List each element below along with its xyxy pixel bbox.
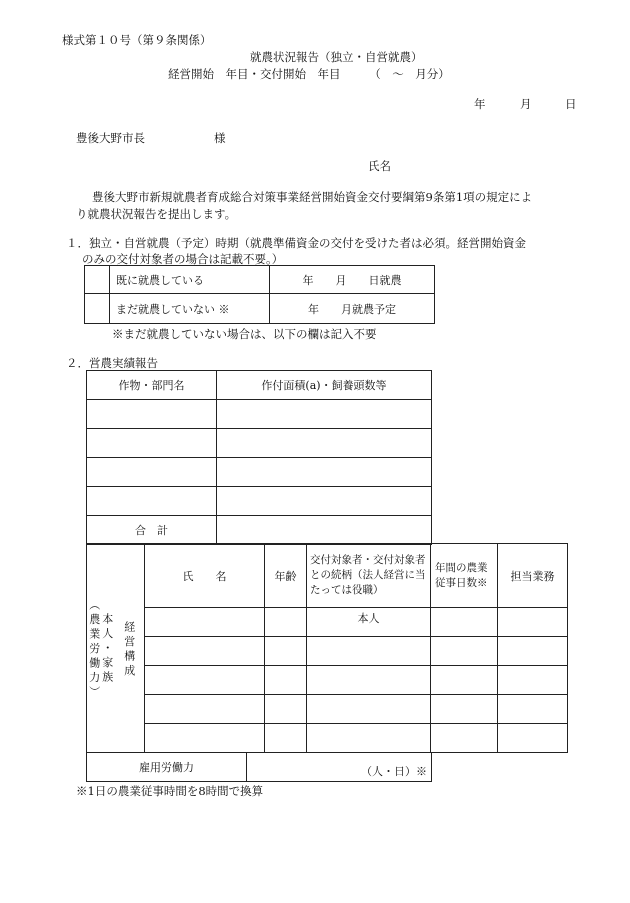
crop-cell[interactable] <box>87 429 217 458</box>
checkbox-not-yet-farming[interactable] <box>85 294 110 324</box>
name-header: 氏 名 <box>145 544 265 608</box>
crop-cell[interactable] <box>87 487 217 516</box>
age-cell[interactable] <box>265 637 307 666</box>
section2-heading: ２．営農実績報告 <box>66 356 158 370</box>
labor-table <box>86 543 568 753</box>
planned-farming-date[interactable]: 年 月就農予定 <box>270 294 435 324</box>
name-cell[interactable] <box>145 637 265 666</box>
relation-cell[interactable] <box>307 637 431 666</box>
section1-heading: １．独立・自営就農（予定）時期（就農準備資金の交付を受けた者は必須。経営開始資金 <box>66 236 526 250</box>
days-cell[interactable] <box>431 724 498 753</box>
checkbox-already-farming[interactable] <box>85 266 110 294</box>
duty-cell[interactable] <box>498 637 568 666</box>
date-month: 月 <box>520 97 532 111</box>
name-cell[interactable] <box>145 695 265 724</box>
duty-header: 担当業務 <box>498 544 568 608</box>
duty-cell[interactable] <box>498 666 568 695</box>
crop-cell[interactable] <box>87 458 217 487</box>
relation-cell-self: 本人 <box>307 608 431 637</box>
name-cell[interactable] <box>145 724 265 753</box>
relation-cell[interactable] <box>307 695 431 724</box>
date-day: 日 <box>565 97 577 111</box>
addressee-name: 豊後大野市長 <box>76 131 145 145</box>
area-cell[interactable] <box>217 487 432 516</box>
side-right-label: 経 営 構 成 <box>122 620 136 676</box>
area-cell[interactable] <box>217 429 432 458</box>
labor-side-outer <box>87 544 115 753</box>
side-outer-label: （ 農 業 労 働 力 ） <box>87 599 101 697</box>
crop-cell[interactable] <box>87 400 217 429</box>
age-cell[interactable] <box>265 724 307 753</box>
not-yet-farming-label: まだ就農していない ※ <box>110 294 270 324</box>
name-cell[interactable] <box>145 666 265 695</box>
days-cell[interactable] <box>431 637 498 666</box>
area-header: 作付面積(a)・飼養頭数等 <box>217 371 432 400</box>
footnote: ※1日の農業従事時間を8時間で換算 <box>76 784 264 798</box>
hired-labor-value[interactable] <box>247 753 432 782</box>
labor-side-right <box>115 544 145 753</box>
section1-heading-cont: のみの交付対象者の場合は記載不要。） <box>82 252 284 266</box>
farming-start-table <box>84 265 435 324</box>
duty-cell[interactable] <box>498 724 568 753</box>
duty-cell[interactable] <box>498 608 568 637</box>
days-cell[interactable] <box>431 695 498 724</box>
total-label: 合 計 <box>87 516 217 545</box>
intro-text-line2: り就農状況報告を提出します。 <box>76 207 237 221</box>
relation-header: 交付対象者・交付対象者との続柄（法人経営に当たっては役職） <box>307 544 431 608</box>
farming-start-date[interactable]: 年 月 日就農 <box>270 266 435 294</box>
name-cell[interactable] <box>145 608 265 637</box>
report-title: 就農状況報告（独立・自営就農） <box>250 50 423 64</box>
hired-labor-label: 雇用労働力 <box>87 753 247 782</box>
age-cell[interactable] <box>265 608 307 637</box>
age-cell[interactable] <box>265 695 307 724</box>
side-inner-label: 本 人 ・ 家 族 <box>100 613 114 683</box>
intro-text-line1: 豊後大野市新規就農者育成総合対策事業経営開始資金交付要綱第9条第1項の規定によ <box>92 190 533 204</box>
days-header: 年間の農業従事日数※ <box>431 544 498 608</box>
hired-labor-table <box>86 752 432 782</box>
total-cell[interactable] <box>217 516 432 545</box>
crop-header: 作物・部門名 <box>87 371 217 400</box>
relation-cell[interactable] <box>307 666 431 695</box>
age-cell[interactable] <box>265 666 307 695</box>
already-farming-label: 既に就農している <box>110 266 270 294</box>
relation-cell[interactable] <box>307 724 431 753</box>
days-cell[interactable] <box>431 666 498 695</box>
report-subtitle: 経営開始 年目・交付開始 年目 （ 〜 月分） <box>168 67 450 81</box>
applicant-name-label: 氏名 <box>368 159 391 173</box>
duty-cell[interactable] <box>498 695 568 724</box>
age-header: 年齢 <box>265 544 307 608</box>
hired-labor-unit: （人・日）※ <box>361 765 427 778</box>
date-year: 年 <box>474 97 486 111</box>
form-code: 様式第１０号（第９条関係） <box>62 33 212 47</box>
addressee-honorific: 様 <box>214 131 226 145</box>
days-cell[interactable] <box>431 608 498 637</box>
crop-table <box>86 370 432 545</box>
area-cell[interactable] <box>217 400 432 429</box>
area-cell[interactable] <box>217 458 432 487</box>
section1-note: ※まだ就農していない場合は、以下の欄は記入不要 <box>112 327 377 341</box>
